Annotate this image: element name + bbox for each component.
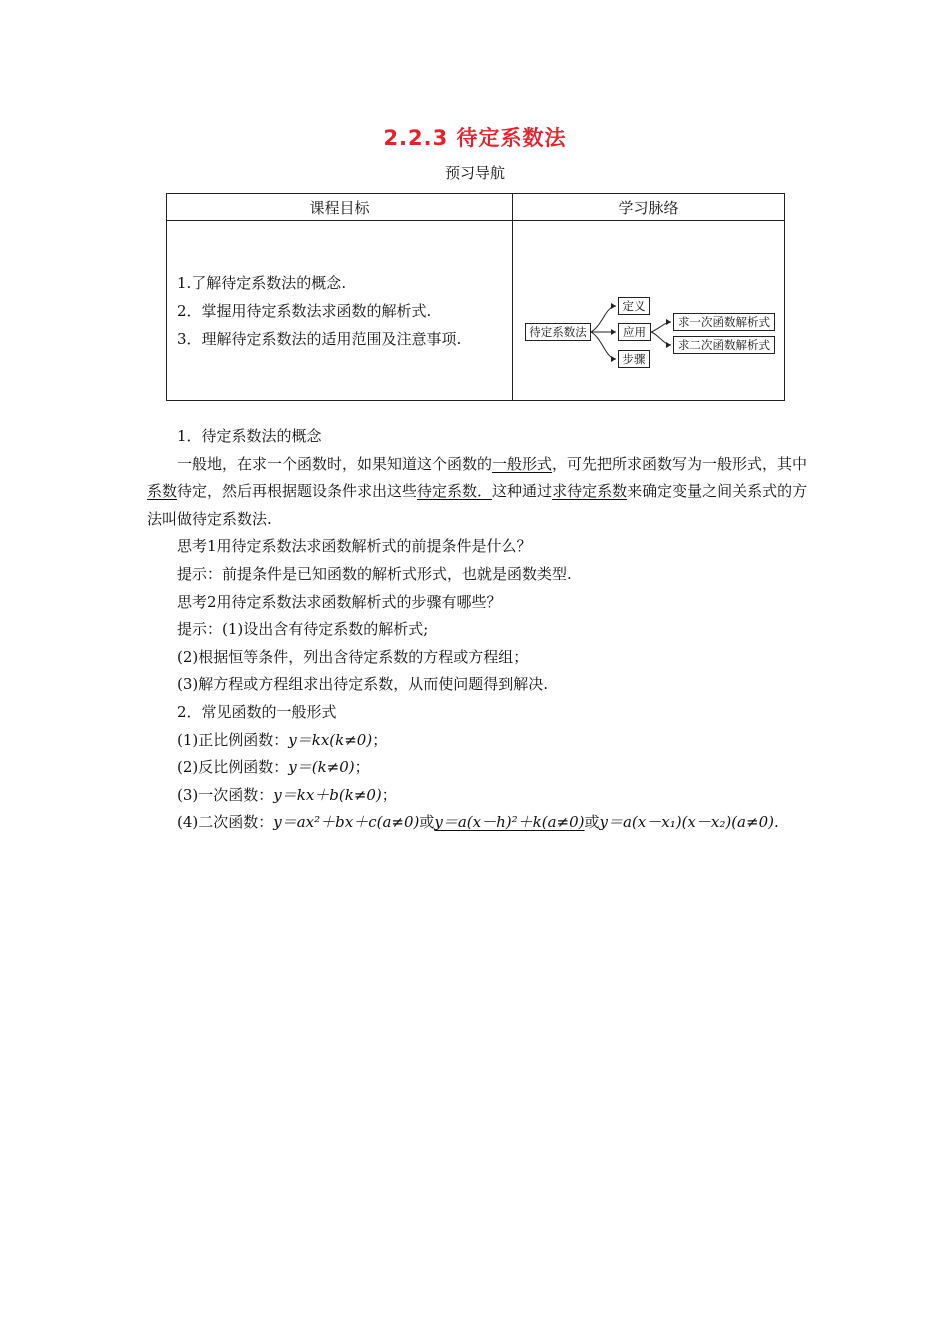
question-2: 思考2用待定系数法求函数解析式的步骤有哪些？: [177, 592, 502, 611]
course-goals-header: 课程目标: [167, 194, 513, 221]
node-application: 应用: [618, 323, 651, 341]
branch-line: [651, 332, 671, 345]
page-subtitle: 预习导航: [444, 164, 505, 182]
formula-linear: (3)一次函数：y＝kx＋b(k≠0)；: [177, 785, 397, 804]
course-goals-cell: [167, 221, 513, 401]
answer-2-step-2: (2)根据恒等条件，列出含待定系数的方程或方程组；: [177, 647, 529, 666]
answer-2-step-3: (3)解方程或方程组求出待定系数，从而使问题得到解决.: [177, 675, 549, 694]
answer-1: 提示：前提条件是已知函数的解析式形式，也就是函数类型.: [177, 564, 572, 583]
branch-line: [591, 306, 616, 332]
formula: y＝kx(k≠0): [288, 730, 373, 749]
page-title: 2.2.3 待定系数法: [383, 126, 567, 150]
learning-map-header: 学习脉络: [513, 194, 785, 221]
formula-inverse: (2)反比例函数：y＝(k≠0)；: [177, 758, 370, 777]
section-heading: 1．待定系数法的概念: [177, 427, 322, 445]
underlined-term: 求待定系数: [552, 482, 628, 501]
learning-map-cell: [513, 221, 785, 401]
underlined-term: 待定系数．: [417, 482, 493, 501]
underlined-term: 系数: [147, 482, 178, 501]
formula-quadratic: (4)二次函数：y＝ax²＋bx＋c(a≠0)或y＝a(x－h)²＋k(a≠0)或y＝a(x－x₁)(x－x₂)(a≠0).: [177, 813, 779, 832]
root-node: 待定系数法: [525, 323, 591, 341]
branch-line: [591, 332, 616, 359]
answer-2-step-1: 提示：(1)设出含有待定系数的解析式;: [177, 620, 429, 639]
section-heading: 2．常见函数的一般形式: [177, 702, 337, 721]
formula: y＝(k≠0): [288, 758, 355, 777]
goal-item: 2．掌握用待定系数法求函数的解析式.: [177, 301, 432, 320]
formula: y＝kx＋b(k≠0): [273, 785, 382, 804]
underlined-formula: y＝a(x－h)²＋k(a≠0): [434, 813, 585, 832]
formula: y＝a(x－x₁)(x－x₂)(a≠0): [599, 813, 774, 832]
formula-proportional: (1)正比例函数：y＝kx(k≠0)；: [177, 730, 388, 749]
node-linear: 求一次函数解析式: [673, 313, 775, 331]
formula: y＝ax²＋bx＋c(a≠0): [273, 813, 420, 832]
definition-paragraph: 一般地，在求一个函数时，如果知道这个函数的一般形式，可先把所求函数写为一般形式，其中系数待定，然后再根据题设条件求出这些待定系数．这种通过求待定系数来确定变量之间关系式的方法叫做待定系数法.: [147, 454, 808, 528]
goal-item: 3．理解待定系数法的适用范围及注意事项.: [177, 329, 462, 348]
node-steps: 步骤: [618, 350, 650, 368]
node-definition: 定义: [618, 297, 650, 315]
underlined-term: 一般形式: [492, 454, 553, 473]
node-quadratic: 求二次函数解析式: [673, 336, 775, 354]
main-content: [147, 423, 810, 837]
question-1: 思考1用待定系数法求函数解析式的前提条件是什么？: [177, 537, 532, 556]
goal-item: 1.了解待定系数法的概念.: [177, 273, 347, 292]
preview-table: [166, 193, 785, 401]
